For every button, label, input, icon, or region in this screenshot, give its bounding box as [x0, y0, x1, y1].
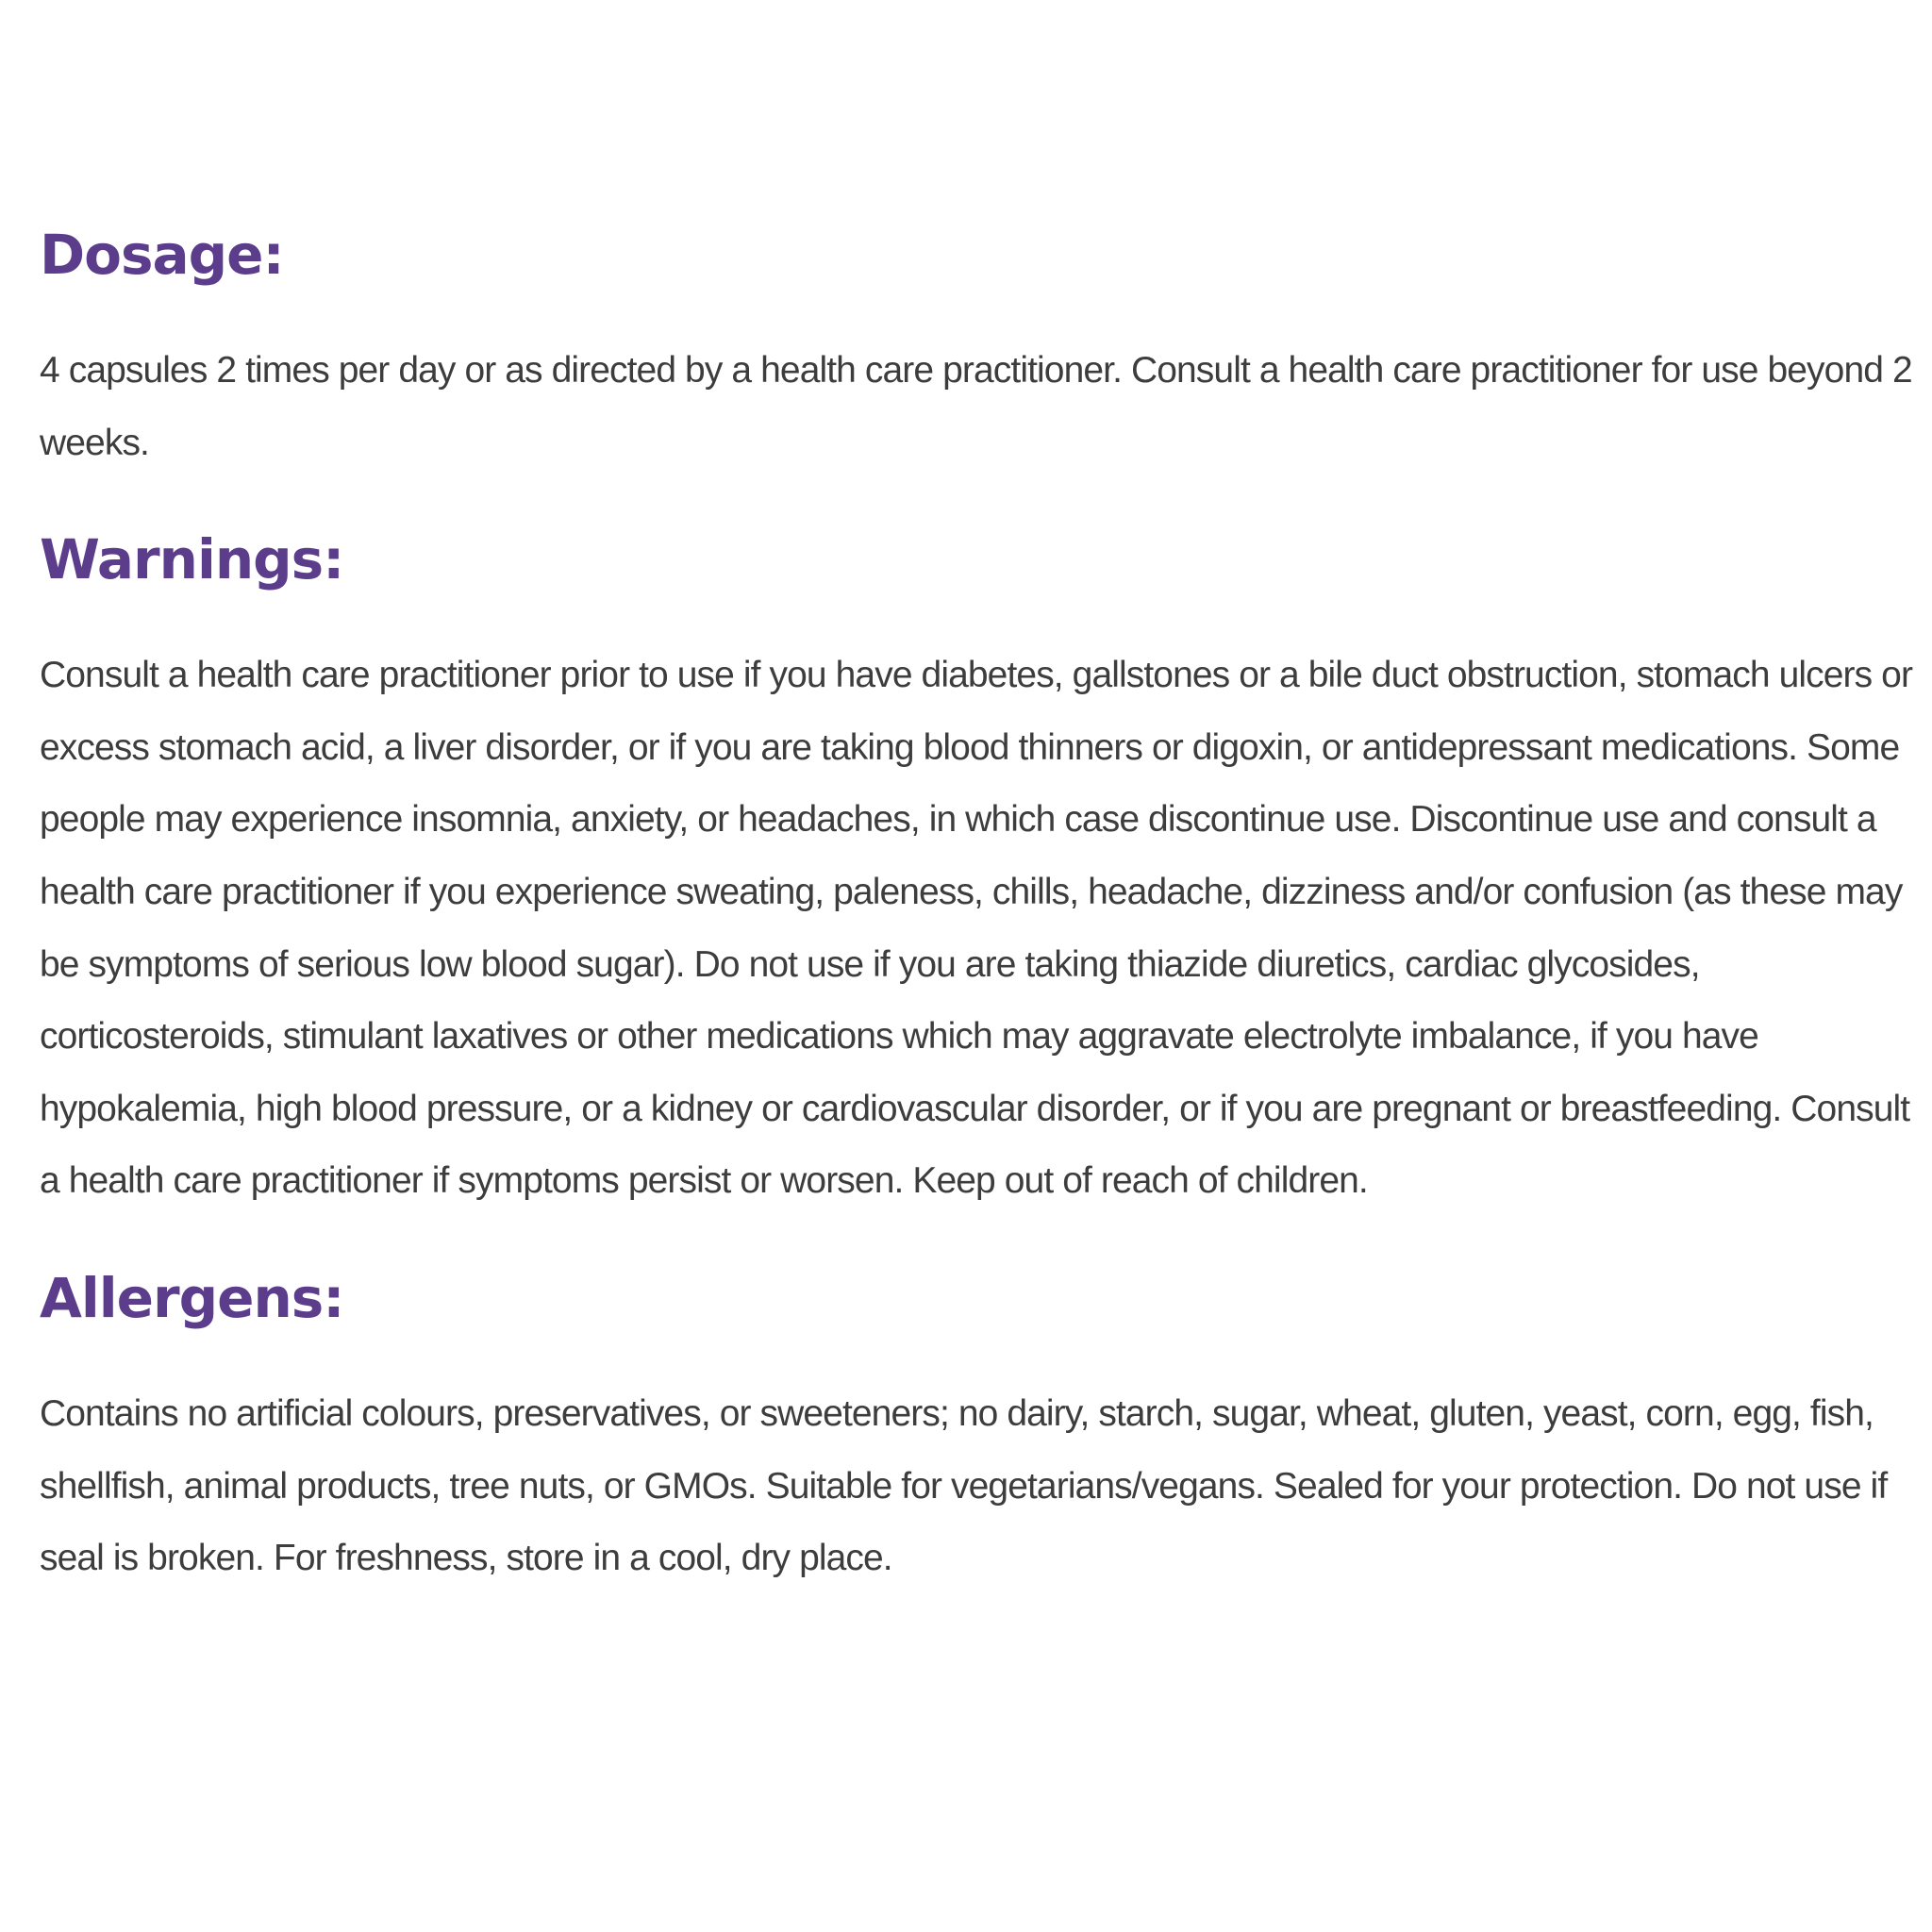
dosage-section: [40, 212, 1932, 479]
warnings-section: [40, 517, 1932, 1218]
allergens-heading: Allergens:: [40, 1265, 344, 1330]
allergens-text: Contains no artificial colours, preservatives, or sweeteners; no dairy, starch, sugar, wheat, gluten, yeast, corn, egg, fish, shellfish, animal products, tree nuts, or GMOs. Suitable for vegetarians/vegans. Sealed for your protection. Do not use if seal is broken. For freshness, store in a cool, dry place.: [40, 1392, 1888, 1579]
dosage-text: 4 capsules 2 times per day or as directed by a health care practitioner. Consult a health care practitioner for use beyond 2 weeks.: [40, 350, 1912, 463]
warnings-text: Consult a health care practitioner prior to use if you have diabetes, gallstones or a bile duct obstruction, stomach ulcers or excess stomach acid, a liver disorder, or if you are taking blood thinners or digoxin, or antidepressant medications. Some people may experience insomnia, anxiety, or headaches, in which case discontinue use. Discontinue use and consult a health care practitioner if you experience sweating, paleness, chills, headache, dizziness and/or confusion (as these may be symptoms of serious low blood sugar). Do not use if you are taking thiazide diuretics, cardiac glycosides, corticosteroids, stimulant laxatives or other medications which may aggravate electrolyte imbalance, if you have hypokalemia, high blood pressure, or a kidney or cardiovascular disorder, or if you are pregnant or breastfeeding. Consult a health care practitioner if symptoms persist or worsen. Keep out of reach of children.: [40, 655, 1913, 1202]
warnings-heading: Warnings:: [40, 527, 344, 592]
dosage-heading: Dosage:: [40, 223, 284, 287]
allergens-section: [40, 1256, 1932, 1595]
